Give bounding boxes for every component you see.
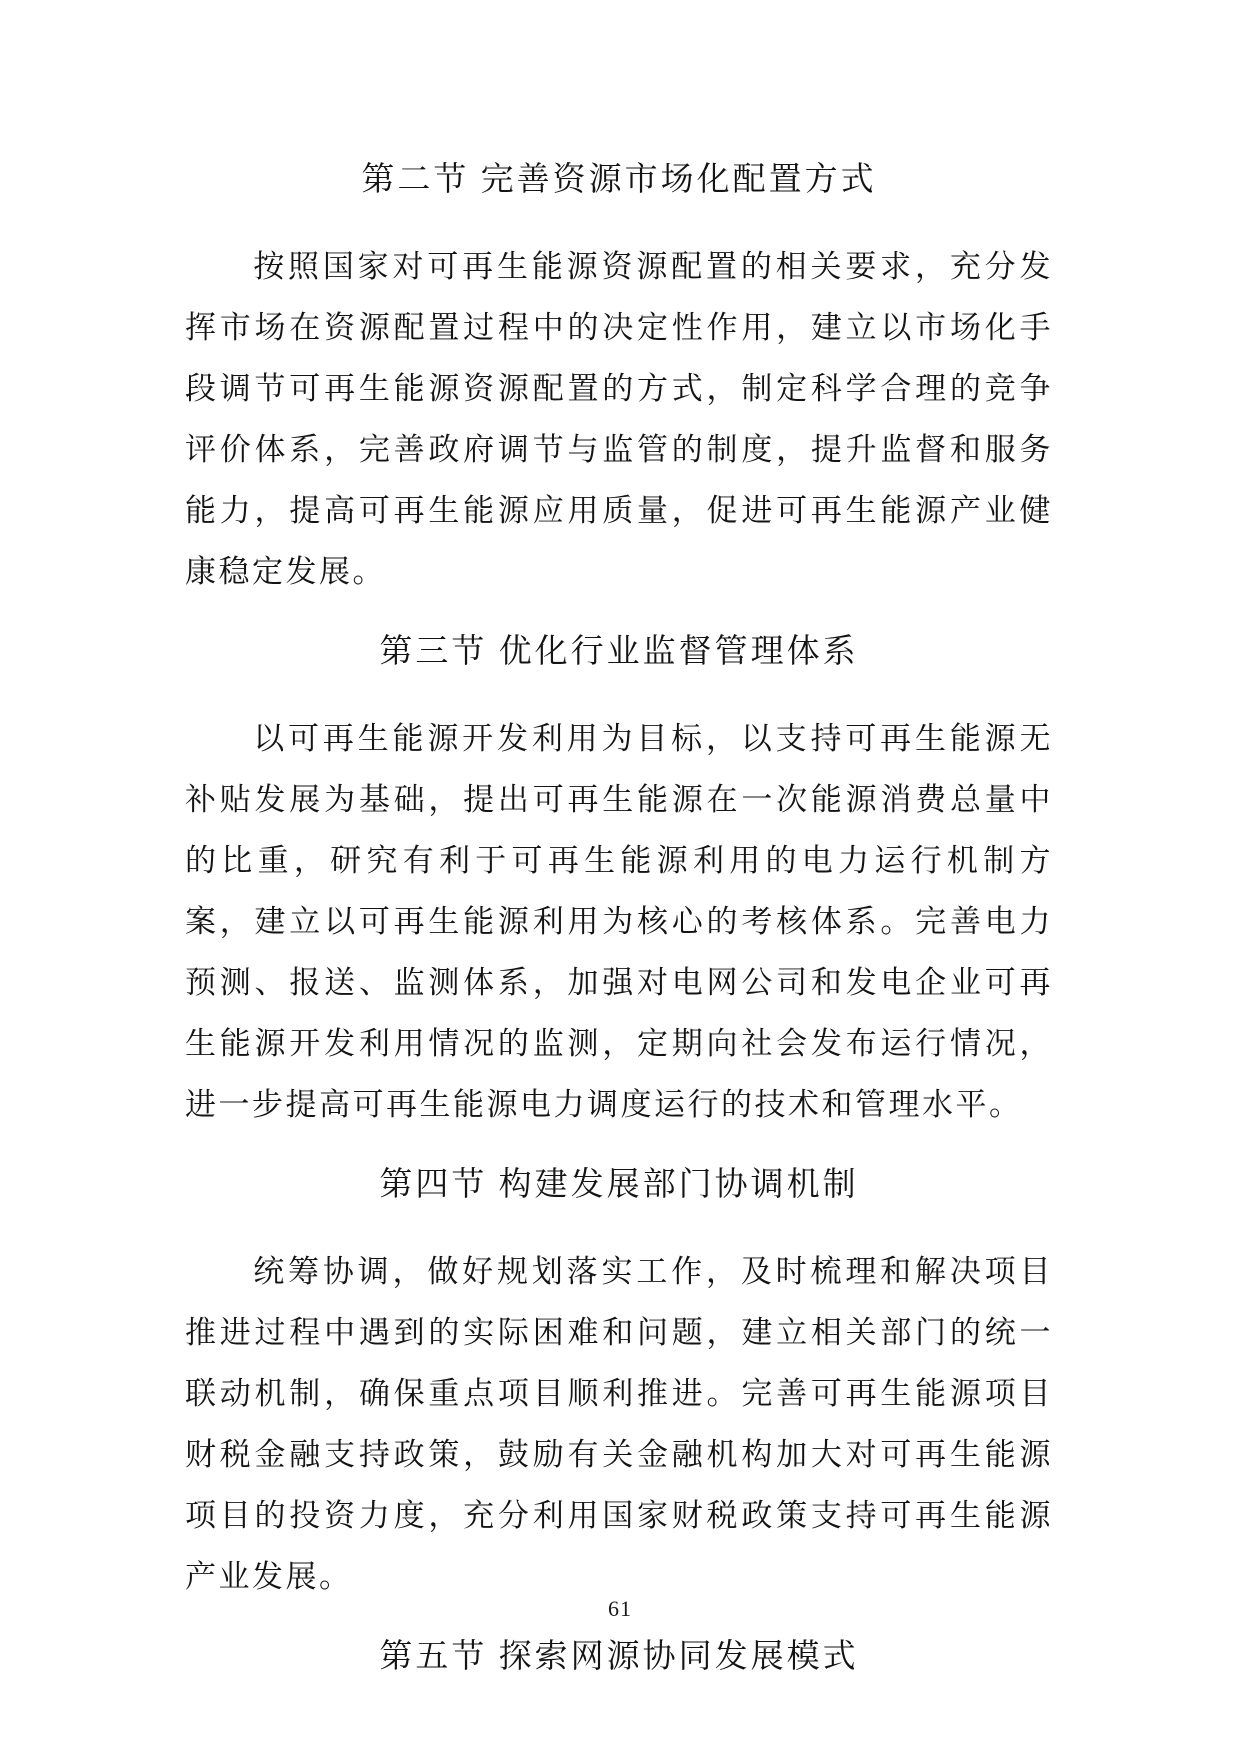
page-number: 61 <box>608 1596 632 1621</box>
section-4-paragraph: 统筹协调，做好规划落实工作，及时梳理和解决项目推进过程中遇到的实际困难和问题，建立相关部门的统一联动机制，确保重点项目顺利推进。完善可再生能源项目财税金融支持政策，鼓励有关金融机构加大对可再生能源项目的投资力度，充分利用国家财税政策支持可再生能源产业发展。 <box>185 1254 1053 1594</box>
section-5 <box>185 1635 1053 1679</box>
section-4 <box>185 1163 1053 1607</box>
section-2-paragraph: 按照国家对可再生能源资源配置的相关要求，充分发挥市场在资源配置过程中的决定性作用，建立以市场化手段调节可再生能源资源配置的方式，制定科学合理的竞争评价体系，完善政府调节与监管的制度，提升监督和服务能力，提高可再生能源应用质量，促进可再生能源产业健康稳定发展。 <box>185 249 1053 589</box>
section-3 <box>185 630 1053 1135</box>
section-2-heading: 第二节 完善资源市场化配置方式 <box>361 162 877 198</box>
section-3-paragraph: 以可再生能源开发利用为目标，以支持可再生能源无补贴发展为基础，提出可再生能源在一次能源消费总量中的比重，研究有利于可再生能源利用的电力运行机制方案，建立以可再生能源利用为核心的考核体系。完善电力预测、报送、监测体系，加强对电网公司和发电企业可再生能源开发利用情况的监测，定期向社会发布运行情况，进一步提高可再生能源电力调度运行的技术和管理水平。 <box>185 721 1053 1122</box>
section-4-heading: 第四节 构建发展部门协调机制 <box>379 1167 859 1203</box>
document-content <box>185 130 1053 1713</box>
section-3-heading: 第三节 优化行业监督管理体系 <box>379 634 859 670</box>
section-2 <box>185 158 1053 602</box>
section-5-heading: 第五节 探索网源协同发展模式 <box>379 1639 859 1675</box>
page-footer <box>0 1596 1240 1622</box>
